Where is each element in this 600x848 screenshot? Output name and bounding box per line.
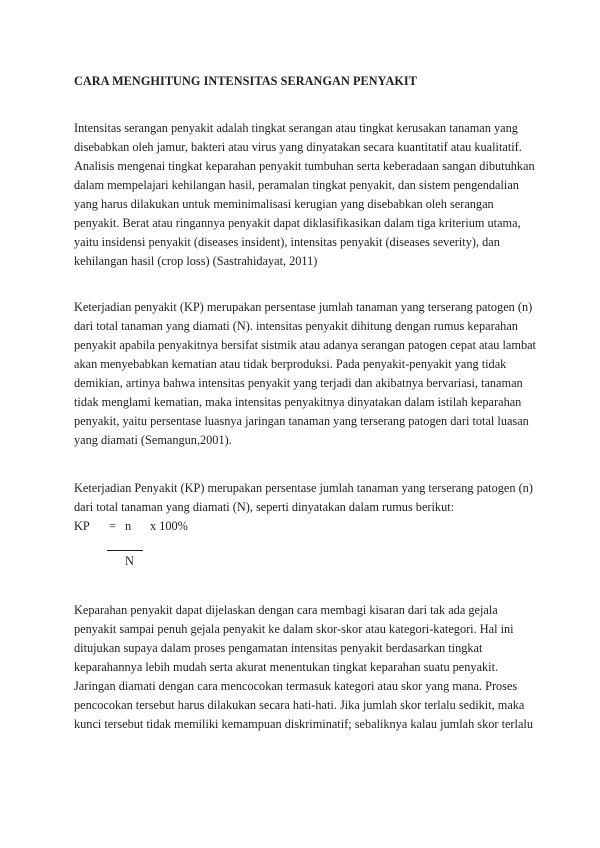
paragraph-4-line: Jaringan diamati dengan cara mencocokan termasuk kategori atau skor yang mana. Proses <box>74 679 518 693</box>
paragraph-2-line: demikian, artinya bahwa intensitas penyakit yang terjadi dan akibatnya bervariasi, tanaman <box>74 376 523 390</box>
formula-multiplier: x 100% <box>150 519 188 533</box>
paragraph-1-line: dalam mempelajari kehilangan hasil, peramalan tingkat penyakit, dan sistem pengendalian <box>74 178 519 192</box>
paragraph-1-line: kehilangan hasil (crop loss) (Sastrahidayat, 2011) <box>74 254 318 268</box>
paragraph-2-line: akan menyebabkan kematian atau tidak berproduksi. Pada penyakit-penyakit yang tidak <box>74 357 507 371</box>
paragraph-4-line: kunci tersebut tidak memiliki kemampuan diskriminatif; sebaliknya kalau jumlah skor terlalu <box>74 717 533 731</box>
paragraph-2-line: yang diamati (Semangun,2001). <box>74 433 232 447</box>
paragraph-4-line: pencocokan tersebut harus dilakukan secara hati-hati. Jika jumlah skor terlalu sedikit, maka <box>74 698 525 712</box>
paragraph-4-line: Keparahan penyakit dapat dijelaskan dengan cara membagi kisaran dari tak ada gejala <box>74 603 498 617</box>
paragraph-2-line: penyakit apabila penyakitnya bersifat sistmik atau adanya serangan patogen cepat atau lambat <box>74 338 536 352</box>
fraction-bar <box>107 550 143 551</box>
paragraph-2-line: Keterjadian penyakit (KP) merupakan persentase jumlah tanaman yang terserang patogen (n) <box>74 300 533 314</box>
paragraph-1-line: yang harus dilakukan untuk meminimalisasi kerugian yang disebabkan oleh serangan <box>74 197 494 211</box>
paragraph-1-line: disebabkan oleh jamur, bakteri atau virus yang dinyatakan secara kuantitatif atau kualitatif. <box>74 140 522 154</box>
formula-lhs: KP <box>74 519 90 533</box>
formula-equals: = <box>109 519 116 533</box>
paragraph-3-line: Keterjadian Penyakit (KP) merupakan persentase jumlah tanaman yang terserang patogen (n) <box>74 481 533 495</box>
paragraph-1-line: penyakit. Berat atau ringannya penyakit dapat diklasifikasikan dalam tiga kriterium utama, <box>74 216 521 230</box>
paragraph-1-line: Analisis mengenai tingkat keparahan penyakit tumbuhan serta keberadaan sangan dibutuhkan <box>74 159 535 173</box>
paragraph-2-line: penyakit, yaitu persentase luasnya jaringan tanaman yang terserang patogen dari total luasan <box>74 414 529 428</box>
formula-denominator: N <box>125 554 134 568</box>
paragraph-4-line: penyakit sampai penuh gejala penyakit ke dalam skor-skor atau kategori-kategori. Hal ini <box>74 622 514 636</box>
paragraph-1-line: yaitu insidensi penyakit (diseases insident), intensitas penyakit (diseases severity), dan <box>74 235 500 249</box>
paragraph-4-line: keparahannya lebih mudah serta akurat menentukan tingkat keparahan suatu penyakit. <box>74 660 499 674</box>
paragraph-2-line: tidak menglami kematian, maka intensitas penyakitnya dinyatakan dalam istilah keparahan <box>74 395 522 409</box>
document-title: CARA MENGHITUNG INTENSITAS SERANGAN PENYAKIT <box>74 74 417 88</box>
paragraph-4-line: ditujukan supaya dalam proses pengamatan intensitas penyakit berdasarkan tingkat <box>74 641 483 655</box>
formula-numerator: n <box>125 519 132 533</box>
paragraph-3-line: dari total tanaman yang diamati (N), seperti dinyatakan dalam rumus berikut: <box>74 500 455 514</box>
paragraph-1-line: Intensitas serangan penyakit adalah tingkat serangan atau tingkat kerusakan tanaman yang <box>74 121 518 135</box>
paragraph-2-line: dari total tanaman yang diamati (N). intensitas penyakit dihitung dengan rumus keparahan <box>74 319 518 333</box>
